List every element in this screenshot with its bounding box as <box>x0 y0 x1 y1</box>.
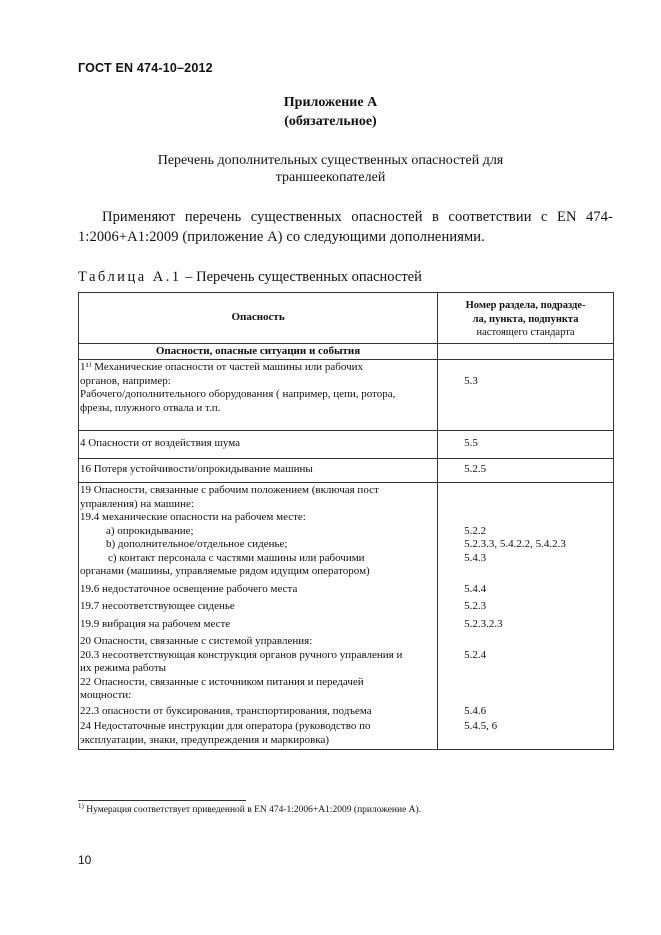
clause-ref: 5.5 <box>464 437 478 450</box>
hazard-text: эксплуатации, знаки, предупреждения и маркировка) <box>80 733 330 746</box>
group-empty-cell <box>438 344 614 360</box>
table-row <box>79 431 614 459</box>
appendix-title: Приложение А <box>283 95 378 110</box>
hazard-text: управления) на машине: <box>80 497 194 510</box>
title-line: Перечень дополнительных существенных опасностей для <box>157 153 504 168</box>
table-header-row <box>79 293 614 344</box>
title-line: траншеекопателей <box>275 170 386 185</box>
clause-ref: 5.2.3.3, 5.4.2.2, 5.4.2.3 <box>464 538 566 550</box>
hazard-text: 19.6 недостаточное освещение рабочего места <box>80 582 298 595</box>
hazard-text: 19 Опасности, связанные с рабочим положением (включая пост <box>80 484 379 496</box>
hazard-text: 4 Опасности от воздействия шума <box>80 437 241 450</box>
hazard-text: 19.7 несоответствующее сиденье <box>80 600 235 612</box>
hazard-cell <box>79 360 438 431</box>
hazard-text: 16 Потеря устойчивости/опрокидывание машины <box>80 463 313 476</box>
table-row <box>79 360 614 431</box>
clause-ref: 5.4.5, 6 <box>464 720 498 732</box>
hazard-text: мощности: <box>80 689 132 701</box>
group-heading: Опасности, опасные ситуации и события <box>79 344 438 360</box>
hazard-list-title <box>60 152 601 186</box>
hazard-text: 22 Опасности, связанные с источником питания и передачей <box>80 675 364 688</box>
footnote-text: Нумерация соответствует приведенной в EN 474-1:2006+A1:2009 (приложение А). <box>83 805 422 816</box>
hazard-text: a) опрокидывание; <box>106 524 194 537</box>
hazard-text: органов, например: <box>80 374 171 387</box>
page-number: 10 <box>78 853 92 867</box>
hazard-text: фрезы, плужного отвала и т.п. <box>80 401 221 414</box>
clause-ref: 5.2.3.2.3 <box>464 617 503 630</box>
clause-cell <box>438 431 614 459</box>
hazard-table <box>78 292 614 750</box>
clause-cell <box>438 459 614 483</box>
clause-ref: 5.2.5 <box>464 463 487 476</box>
table-caption-text: – Перечень существенных опасностей <box>181 269 422 285</box>
hazard-text: Рабочего/дополнительного оборудования ( например, цепи, ротора, <box>80 388 396 400</box>
table-caption-label: Таблица А.1 <box>78 269 182 285</box>
header-hazard: Опасность <box>79 293 438 344</box>
hazard-cell <box>79 483 438 750</box>
table-caption <box>78 269 422 286</box>
intro-paragraph: Применяют перечень существенных опасностей в соответствии с EN 474-1:2006+A1:2009 (приложение А) со следующими дополнениями. <box>78 209 613 245</box>
hazard-cell <box>79 431 438 459</box>
header-clause-number <box>438 293 614 344</box>
header-line: настоящего стандарта <box>476 327 575 338</box>
appendix-subtitle: (обязательное) <box>284 114 377 129</box>
header-line: Номер раздела, подразде- <box>465 300 586 311</box>
hazard-text: 24 Недостаточные инструкции для оператора (руководство по <box>80 720 371 732</box>
hazard-text: b) дополнительное/отдельное сиденье; <box>106 538 288 550</box>
table-row <box>79 483 614 750</box>
hazard-text: 19.4 механические опасности на рабочем месте: <box>80 511 306 523</box>
table-row <box>79 459 614 483</box>
hazard-text: органами (машины, управляемые рядом идущим оператором) <box>80 565 370 577</box>
clause-ref: 5.4.6 <box>464 704 487 717</box>
table-group-row <box>79 344 614 360</box>
hazard-text: их режима работы <box>80 662 167 674</box>
footnote-divider <box>78 800 246 801</box>
clause-cell <box>438 360 614 431</box>
hazard-text: 20.3 несоответствующая конструкция органов ручного управления и <box>80 648 403 661</box>
hazard-cell <box>79 459 438 483</box>
header-line: ла, пункта, подпункта <box>472 313 579 325</box>
hazard-text: 1¹⁾ Механические опасности от частей машины или рабочих <box>80 361 364 373</box>
hazard-text: c) контакт персонала с частями машины или рабочими <box>108 551 365 564</box>
clause-ref: 5.2.2 <box>464 524 487 537</box>
clause-ref: 5.2.3 <box>464 600 487 612</box>
clause-ref: 5.4.3 <box>464 551 487 564</box>
clause-ref: 5.3 <box>464 374 478 387</box>
clause-cell <box>438 483 614 750</box>
document-code: ГОСТ EN 474-10–2012 <box>78 61 213 75</box>
hazard-text: 22.3 опасности от буксирования, транспортирования, подъема <box>80 704 372 717</box>
hazard-text: 19.9 вибрация на рабочем месте <box>80 617 231 630</box>
footnote-marker: 1) <box>78 802 84 810</box>
clause-ref: 5.4.4 <box>464 582 487 595</box>
footnote <box>78 802 421 815</box>
clause-ref: 5.2.4 <box>464 648 487 661</box>
hazard-text: 20 Опасности, связанные с системой управления: <box>80 635 313 647</box>
